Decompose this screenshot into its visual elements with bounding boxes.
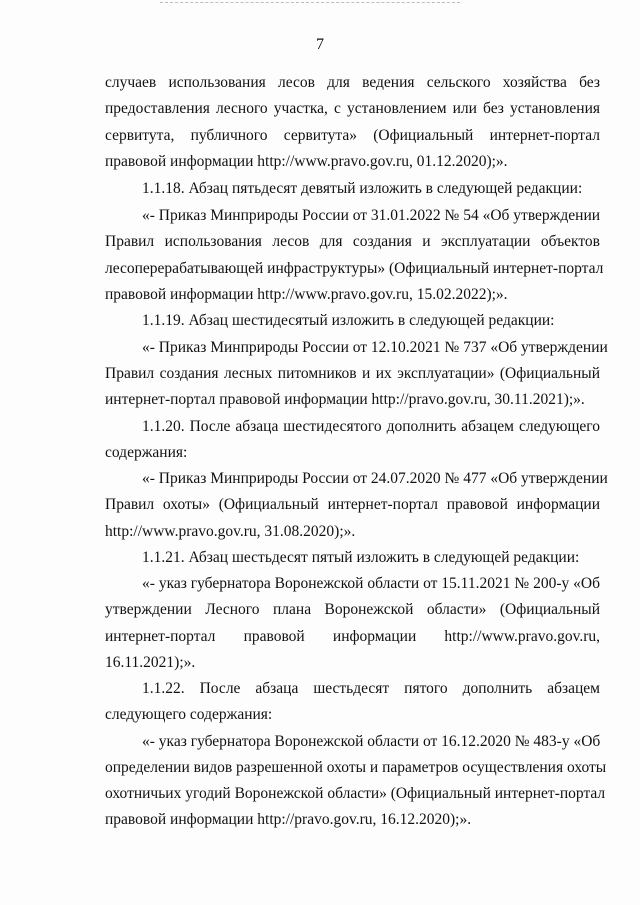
text-line: http://www.pravo.gov.ru, 31.08.2020);». <box>105 523 356 540</box>
text-line: определении видов разрешенной охоты и параметров осуществления охоты <box>105 759 607 776</box>
scan-edge-line <box>160 2 460 3</box>
section-heading-1-1-18: 1.1.18. Абзац пятьдесят девятый изложить в следующей редакции: <box>142 180 583 197</box>
text-line: Правил использования лесов для создания и эксплуатации объектов <box>105 233 600 250</box>
section-heading-1-1-21: 1.1.21. Абзац шестьдесят пятый изложить в следующей редакции: <box>142 549 580 566</box>
text-line: лесоперерабатывающей инфраструктуры» (Официальный интернет-портал <box>105 260 604 277</box>
page-number: 7 <box>316 36 324 53</box>
text-line: правовой информации http://www.pravo.gov.ru, 01.12.2020);». <box>105 153 508 170</box>
text-line: «- Приказ Минприроды России от 24.07.2020 № 477 «Об утверждении <box>142 470 608 487</box>
text-line: содержания: <box>105 444 188 461</box>
text-line: утверждении Лесного плана Воронежской области» (Официальный <box>105 601 600 618</box>
text-line: Правил охоты» (Официальный интернет-портал правовой информации <box>105 496 600 513</box>
section-heading-1-1-22: 1.1.22. После абзаца шестьдесят пятого дополнить абзацем <box>142 680 600 697</box>
text-line: следующего содержания: <box>105 706 273 723</box>
text-line: сервитута, публичного сервитута» (Официальный интернет-портал <box>105 127 600 144</box>
text-line: правовой информации http://www.pravo.gov.ru, 15.02.2022);». <box>105 286 508 303</box>
text-line: интернет-портал правовой информации http://www.pravo.gov.ru, <box>105 628 600 645</box>
text-line: случаев использования лесов для ведения сельского хозяйства без <box>105 74 600 91</box>
text-line: «- указ губернатора Воронежской области от 15.11.2021 № 200-у «Об <box>142 575 600 592</box>
text-line: правовой информации http://pravo.gov.ru, 16.12.2020);». <box>105 811 472 828</box>
text-line: «- Приказ Минприроды России от 31.01.2022 № 54 «Об утверждении <box>142 207 601 224</box>
section-heading-1-1-19: 1.1.19. Абзац шестидесятый изложить в следующей редакции: <box>142 312 555 329</box>
text-line: 16.11.2021);». <box>105 654 196 671</box>
section-heading-1-1-20: 1.1.20. После абзаца шестидесятого дополнить абзацем следующего <box>142 418 600 435</box>
text-line: предоставления лесного участка, с установлением или без установления <box>105 100 600 117</box>
text-line: «- указ губернатора Воронежской области от 16.12.2020 № 483-у «Об <box>142 733 601 750</box>
text-line: «- Приказ Минприроды России от 12.10.2021 № 737 «Об утверждении <box>142 339 608 356</box>
text-line: интернет-портал правовой информации http://pravo.gov.ru, 30.11.2021);». <box>105 391 585 408</box>
text-line: Правил создания лесных питомников и их эксплуатации» (Официальный <box>105 365 600 382</box>
text-line: охотничьих угодий Воронежской области» (Официальный интернет-портал <box>105 785 606 802</box>
